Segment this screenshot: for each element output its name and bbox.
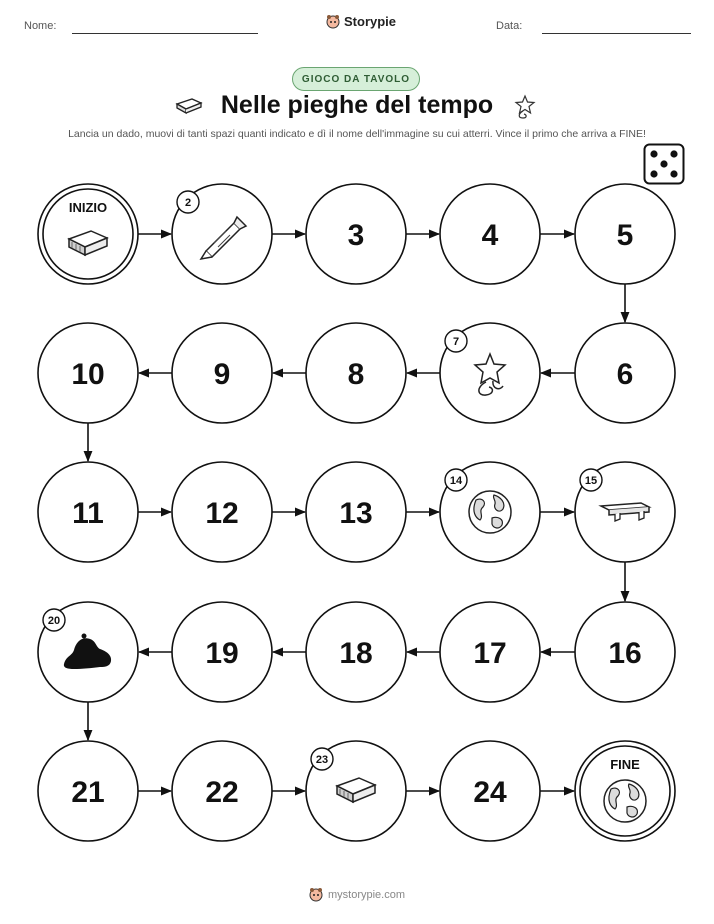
globe-icon	[469, 491, 511, 533]
space-number: 9	[213, 358, 231, 391]
space-number: 5	[616, 219, 634, 252]
board-space-22	[172, 741, 272, 841]
space-number: 8	[347, 358, 365, 391]
board-space-3	[306, 184, 406, 284]
space-number-badge: 23	[315, 754, 329, 766]
footer	[0, 887, 714, 902]
date-label: Data:	[496, 20, 523, 32]
name-label: Nome:	[24, 20, 57, 32]
board-space-2	[172, 184, 272, 284]
space-number: 11	[72, 497, 104, 530]
space-number-badge: 15	[584, 475, 598, 487]
board-space-9	[172, 323, 272, 423]
board-space-17	[440, 602, 540, 702]
space-number: 16	[608, 637, 642, 670]
board-space-12	[172, 462, 272, 562]
game-instructions: Lancia un dado, muovi di tanti spazi quanti indicato e dì il nome dell'immagine su cui atterri. Vince il primo che arriva a FINE!	[68, 128, 646, 140]
space-number: 12	[205, 497, 239, 530]
board-space-20	[38, 602, 138, 702]
board-space-24	[440, 741, 540, 841]
space-number: 21	[71, 776, 105, 809]
board-space-18	[306, 602, 406, 702]
board-space-1	[38, 184, 138, 284]
page-title: Nelle pieghe del tempo	[220, 91, 494, 119]
start-label: INIZIO	[68, 200, 108, 215]
board-space-7	[440, 323, 540, 423]
board-space-4	[440, 184, 540, 284]
space-number: 6	[616, 358, 634, 391]
board-space-16	[575, 602, 675, 702]
footer-url: mystorypie.com	[327, 888, 406, 901]
globe-icon	[604, 780, 646, 822]
board-space-11	[38, 462, 138, 562]
space-number-badge: 2	[184, 197, 192, 209]
board-space-19	[172, 602, 272, 702]
space-number-badge: 20	[47, 615, 61, 627]
brand-name: Storypie	[344, 14, 397, 29]
board-space-14	[440, 462, 540, 562]
space-number: 3	[347, 219, 365, 252]
finish-label: FINE	[610, 757, 640, 772]
board-space-25	[575, 741, 675, 841]
space-number: 13	[339, 497, 373, 530]
mascot-icon	[309, 887, 323, 902]
space-number: 10	[71, 358, 105, 391]
board-space-10	[38, 323, 138, 423]
board-space-21	[38, 741, 138, 841]
board-space-5	[575, 184, 675, 284]
space-number: 4	[481, 219, 499, 252]
space-number: 18	[339, 637, 373, 670]
space-number-badge: 14	[449, 475, 463, 487]
space-number: 17	[473, 637, 507, 670]
space-number: 22	[205, 776, 239, 809]
space-number-badge: 7	[452, 336, 460, 348]
space-number: 19	[205, 637, 239, 670]
board-space-15	[575, 462, 675, 562]
space-number: 24	[473, 776, 507, 809]
board-space-23	[306, 741, 406, 841]
board-space-6	[575, 323, 675, 423]
board-space-13	[306, 462, 406, 562]
category-badge: GIOCO DA TAVOLO	[292, 67, 420, 91]
board-space-8	[306, 323, 406, 423]
